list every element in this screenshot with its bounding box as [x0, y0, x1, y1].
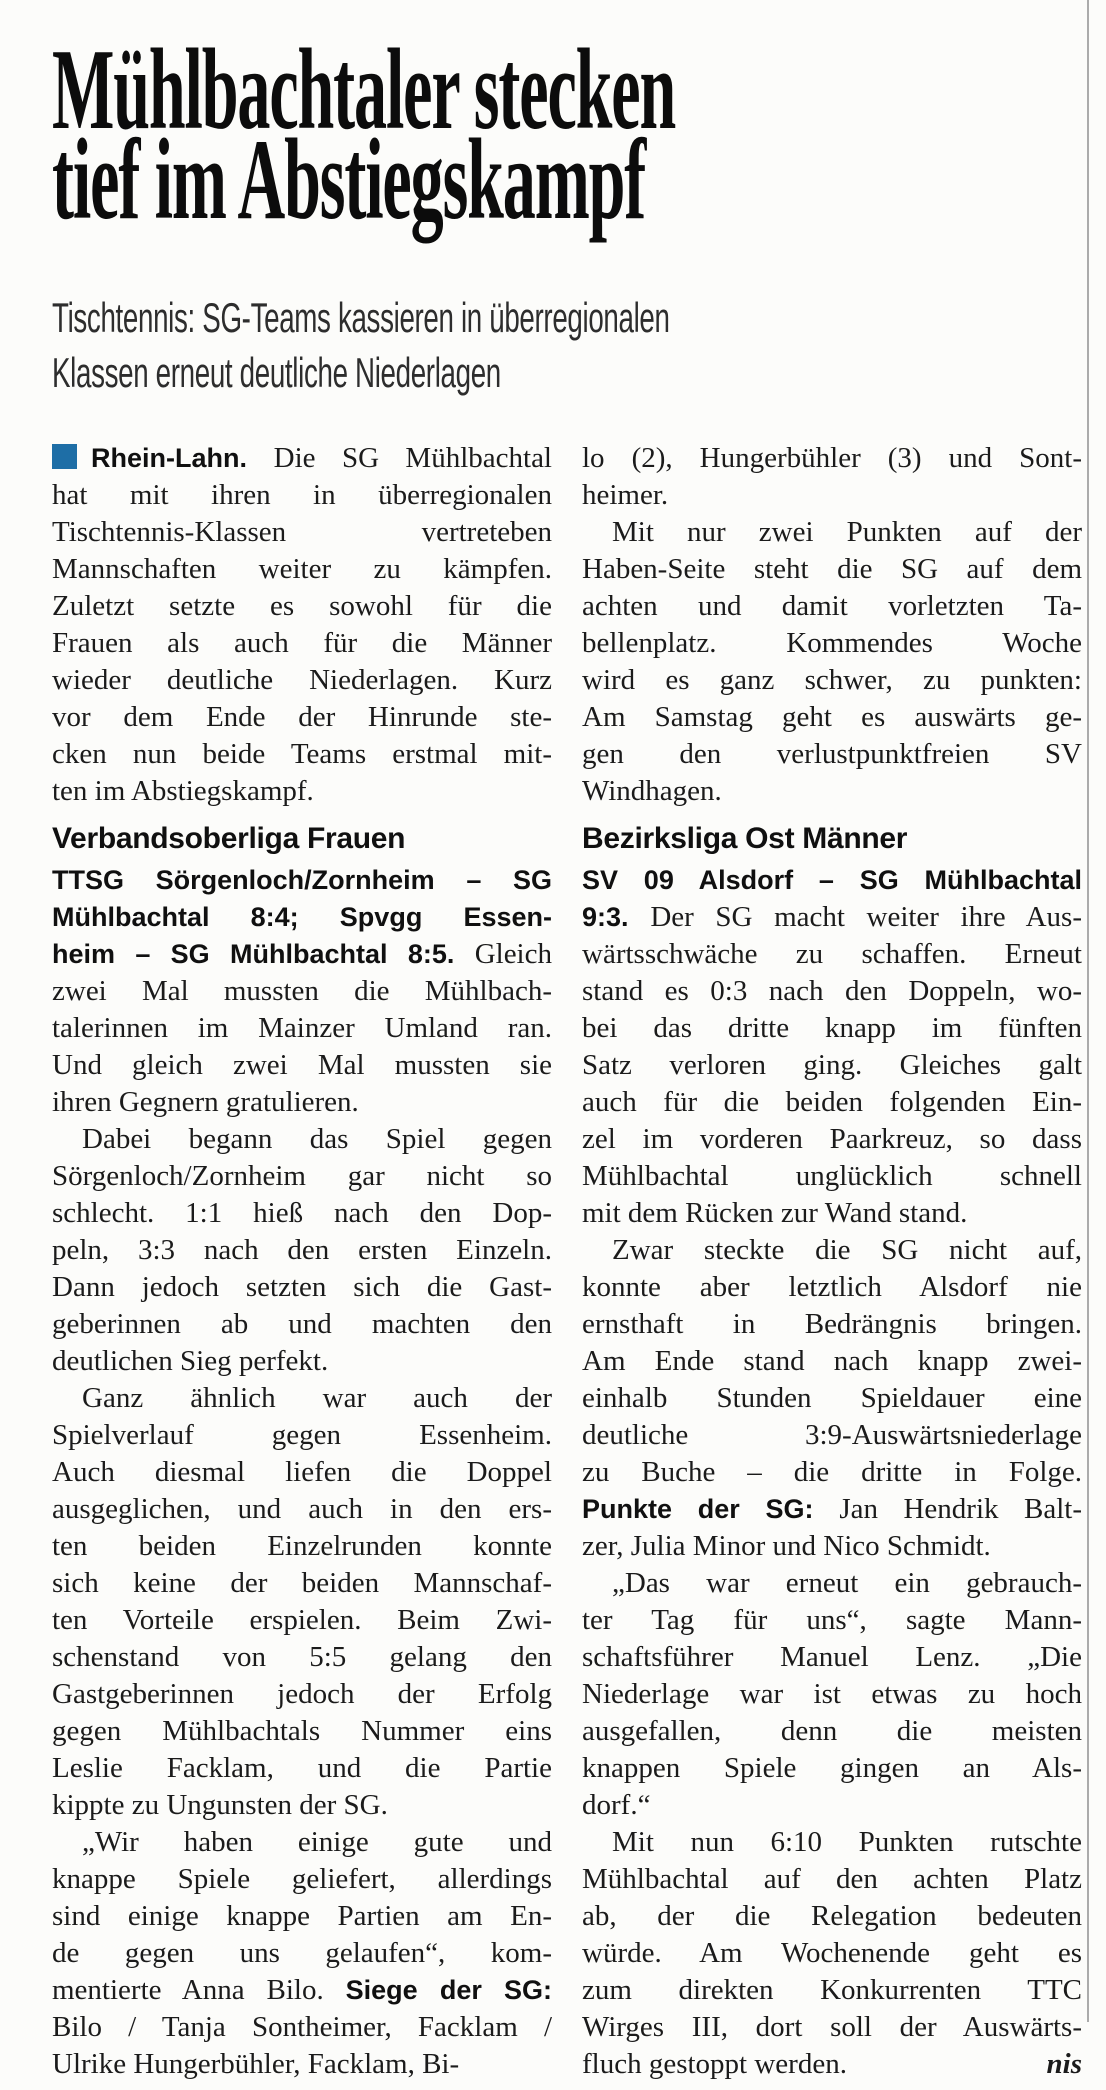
text-line — [582, 1232, 1082, 1269]
body-text-run: Bilo / Tanja Sontheimer, Facklam / — [52, 2011, 552, 2043]
body-text-run: stand es 0:3 nach den Doppeln, wo- — [582, 975, 1082, 1007]
column-right — [582, 440, 1082, 2083]
text-line — [582, 1972, 1082, 2009]
text-line — [52, 1158, 552, 1195]
text-line — [52, 1121, 552, 1158]
body-text-run: ausgefallen, denn die meisten — [582, 1715, 1082, 1747]
text-line — [582, 1861, 1082, 1898]
body-text-run: ernsthaft in Bedrängnis bringen. — [582, 1308, 1082, 1340]
text-line — [582, 1417, 1082, 1454]
section-heading: Verbandsoberliga Frauen — [52, 822, 406, 855]
text-line — [582, 736, 1082, 773]
body-text-run: wird es ganz schwer, zu punkten: — [582, 664, 1082, 696]
text-line — [52, 1269, 552, 1306]
text-line — [582, 1565, 1082, 1602]
text-line — [582, 2046, 1082, 2083]
body-text-run: sind einige knappe Partien am En- — [52, 1900, 552, 1932]
paragraph — [52, 1380, 552, 1824]
text-line — [52, 1232, 552, 1269]
article-body — [52, 440, 1082, 2083]
text-line — [582, 625, 1082, 662]
text-line — [582, 440, 1082, 477]
paragraph — [582, 1232, 1082, 1565]
paragraph — [582, 514, 1082, 810]
body-text-run: hat mit ihren in überregionalen — [52, 479, 552, 511]
text-line — [52, 1602, 552, 1639]
text-line — [52, 1972, 552, 2009]
bold-lead-text: 9:3. — [582, 902, 651, 932]
text-line — [582, 699, 1082, 736]
body-text-run: ten beiden Einzelrunden konnte — [52, 1530, 552, 1562]
text-line — [52, 936, 552, 973]
body-text-run: fluch gestoppt werden. — [582, 2048, 847, 2080]
text-line — [52, 514, 552, 551]
body-text-run: auch für die beiden folgenden Ein- — [582, 1086, 1082, 1118]
body-text-run: bellenplatz. Kommendes Woche — [582, 627, 1082, 659]
body-text-run: würde. Am Wochenende geht es — [582, 1937, 1082, 1969]
paragraph — [582, 440, 1082, 514]
body-text-run: zer, Julia Minor und Nico Schmidt. — [582, 1530, 991, 1562]
body-text-run: Mit nur zwei Punkten auf der — [612, 516, 1082, 548]
body-text-run: Satz verloren ging. Gleiches galt — [582, 1049, 1082, 1081]
body-text-run: Windhagen. — [582, 775, 722, 807]
paragraph — [52, 1121, 552, 1380]
body-text-run: knappen Spiele gingen an Als- — [582, 1752, 1082, 1784]
text-line — [52, 1750, 552, 1787]
body-text-run: Dabei begann das Spiel gegen — [82, 1123, 552, 1155]
text-line — [582, 551, 1082, 588]
text-line — [52, 862, 552, 899]
bold-lead-text: Siege der SG: — [345, 1975, 553, 2005]
text-line — [52, 2009, 552, 2046]
text-line — [52, 736, 552, 773]
text-line — [52, 1787, 552, 1824]
body-text-run: konnte aber letztlich Alsdorf nie — [582, 1271, 1082, 1303]
bold-lead-text: Punkte der SG: — [582, 1494, 840, 1524]
paragraph — [582, 1824, 1082, 2083]
text-line — [582, 1750, 1082, 1787]
text-line — [52, 1676, 552, 1713]
paragraph — [52, 1824, 552, 2083]
text-line — [582, 936, 1082, 973]
text-line — [52, 1935, 552, 1972]
body-text-run: bei das dritte knapp im fünften — [582, 1012, 1082, 1044]
text-line — [582, 1713, 1082, 1750]
text-line — [52, 551, 552, 588]
text-line — [582, 1047, 1082, 1084]
body-text-run: Niederlage war ist etwas zu hoch — [582, 1678, 1082, 1710]
text-line — [52, 1565, 552, 1602]
body-text-run: Mühlbachtal auf den achten Platz — [582, 1863, 1082, 1895]
text-line — [52, 1195, 552, 1232]
bold-lead-text: heim – SG Mühlbachtal 8:5. — [52, 939, 475, 969]
text-line — [52, 440, 552, 477]
text-line — [582, 899, 1082, 936]
body-text-run: kippte zu Ungunsten der SG. — [52, 1789, 388, 1821]
body-text-run: ten Vorteile erspielen. Beim Zwi- — [52, 1604, 552, 1636]
text-line — [582, 1639, 1082, 1676]
body-text-run: Auch diesmal liefen die Doppel — [52, 1456, 552, 1488]
body-text-run: gegen Mühlbachtals Nummer eins — [52, 1715, 552, 1747]
text-line — [52, 1861, 552, 1898]
text-line — [582, 1787, 1082, 1824]
text-line — [52, 773, 552, 810]
text-line — [52, 1639, 552, 1676]
body-text-run: Tischtennis-Klassen vertreteben — [52, 516, 552, 548]
text-line — [582, 1491, 1082, 1528]
section-heading: Bezirksliga Ost Männer — [582, 822, 908, 855]
text-line — [582, 477, 1082, 514]
body-text-run: Die SG Mühlbachtal — [273, 442, 552, 474]
body-text-run: „Wir haben einige gute und — [82, 1826, 552, 1858]
body-text-run: Am Ende stand nach knapp zwei- — [582, 1345, 1082, 1377]
body-text-run: ausgeglichen, und auch in den ers- — [52, 1493, 552, 1525]
headline-line-2: tief im Abstiegskampf — [52, 116, 646, 244]
body-text-run: gen den verlustpunktfreien SV — [582, 738, 1082, 770]
text-line — [52, 1343, 552, 1380]
text-line — [582, 1158, 1082, 1195]
paragraph — [52, 862, 552, 1121]
text-line — [52, 477, 552, 514]
paragraph — [582, 862, 1082, 1232]
body-text-run: Gastgeberinnen jedoch der Erfolg — [52, 1678, 552, 1710]
text-line — [52, 588, 552, 625]
subhead-line-1: Tischtennis: SG-Teams kassieren in überregionalen — [52, 294, 670, 341]
body-text-run: zum direkten Konkurrenten TTC — [582, 1974, 1082, 2006]
body-text-run: dorf.“ — [582, 1789, 651, 1821]
body-text-run: Dann jedoch setzten sich die Gast- — [52, 1271, 552, 1303]
column-left — [52, 440, 552, 2083]
text-line — [52, 1713, 552, 1750]
bold-lead-text: Rhein-Lahn. — [91, 443, 274, 473]
body-text-run: achten und damit vorletzten Ta- — [582, 590, 1082, 622]
body-text-run: Ganz ähnlich war auch der — [82, 1382, 552, 1414]
body-text-run: Und gleich zwei Mal mussten sie — [52, 1049, 552, 1081]
body-text-run: talerinnen im Mainzer Umland ran. — [52, 1012, 552, 1044]
body-text-run: vor dem Ende der Hinrunde ste- — [52, 701, 552, 733]
text-line — [52, 899, 552, 936]
body-text-run: schenstand von 5:5 gelang den — [52, 1641, 552, 1673]
body-text-run: zu Buche – die dritte in Folge. — [582, 1456, 1082, 1488]
text-line — [52, 1380, 552, 1417]
bold-lead-text: TTSG Sörgenloch/Zornheim – SG — [52, 865, 552, 895]
body-text-run: Zuletzt setzte es sowohl für die — [52, 590, 552, 622]
body-text-run: „Das war erneut ein gebrauch- — [612, 1567, 1082, 1599]
text-line — [52, 1454, 552, 1491]
body-text-run: Spielverlauf gegen Essenheim. — [52, 1419, 552, 1451]
body-text-run: zel im vorderen Paarkreuz, so dass — [582, 1123, 1082, 1155]
body-text-run: mit dem Rücken zur Wand stand. — [582, 1197, 968, 1229]
body-text-run: wieder deutliche Niederlagen. Kurz — [52, 664, 552, 696]
text-line — [582, 1898, 1082, 1935]
text-line — [582, 773, 1082, 810]
text-line — [52, 2046, 552, 2083]
text-line — [582, 2009, 1082, 2046]
text-line — [582, 1269, 1082, 1306]
text-line — [582, 1195, 1082, 1232]
body-text-run: zwei Mal mussten die Mühlbach- — [52, 975, 552, 1007]
text-line — [52, 625, 552, 662]
body-text-run: geberinnen ab und machten den — [52, 1308, 552, 1340]
body-text-run: Wirges III, dort soll der Auswärts- — [582, 2011, 1082, 2043]
body-text-run: Jan Hendrik Balt- — [839, 1493, 1082, 1525]
topic-marker-icon — [52, 444, 77, 469]
body-text-run: Mit nun 6:10 Punkten rutschte — [612, 1826, 1082, 1858]
paragraph — [52, 440, 552, 810]
body-text-run: schaftsführer Manuel Lenz. „Die — [582, 1641, 1082, 1673]
text-line — [52, 1417, 552, 1454]
headline-line-1: Mühlbachtaler stecken — [52, 26, 676, 154]
text-line — [582, 1454, 1082, 1491]
text-line — [582, 1010, 1082, 1047]
body-text-run: sich keine der beiden Mannschaf- — [52, 1567, 552, 1599]
text-line — [52, 1084, 552, 1121]
body-text-run: Leslie Facklam, und die Partie — [52, 1752, 552, 1784]
text-line — [582, 1380, 1082, 1417]
body-text-run: Mannschaften weiter zu kämpfen. — [52, 553, 552, 585]
body-text-run: lo (2), Hungerbühler (3) und Sont- — [582, 442, 1082, 474]
body-text-run: einhalb Stunden Spieldauer eine — [582, 1382, 1082, 1414]
bold-lead-text: SV 09 Alsdorf – SG Mühlbachtal — [582, 865, 1082, 895]
text-line — [582, 1824, 1082, 1861]
body-text-run: peln, 3:3 nach den ersten Einzeln. — [52, 1234, 552, 1266]
body-text-run: de gegen uns gelaufen“, kom- — [52, 1937, 552, 1969]
paragraph — [582, 1565, 1082, 1824]
article-headline — [52, 26, 1106, 244]
text-line — [582, 588, 1082, 625]
body-text-run: mentierte Anna Bilo. — [52, 1974, 346, 2006]
body-text-run: ab, der die Relegation bedeuten — [582, 1900, 1082, 1932]
body-text-run: Ulrike Hungerbühler, Facklam, Bi- — [52, 2048, 460, 2080]
text-line — [52, 1010, 552, 1047]
body-text-run: ten im Abstiegskampf. — [52, 775, 314, 807]
body-text-run: ihren Gegnern gratulieren. — [52, 1086, 359, 1118]
text-line — [52, 1528, 552, 1565]
text-line — [582, 862, 1082, 899]
text-line — [582, 1528, 1082, 1565]
body-text-run: wärtsschwäche zu schaffen. Erneut — [582, 938, 1082, 970]
text-line — [582, 1306, 1082, 1343]
text-line — [582, 1343, 1082, 1380]
body-text-run: Gleich — [474, 938, 552, 970]
body-text-run: Zwar steckte die SG nicht auf, — [612, 1234, 1082, 1266]
subhead-line-2: Klassen erneut deutliche Niederlagen — [52, 349, 501, 396]
article-subhead — [52, 290, 988, 400]
body-text-run: deutlichen Sieg perfekt. — [52, 1345, 329, 1377]
bold-lead-text: Mühlbachtal 8:4; Spvgg Essen- — [52, 902, 552, 932]
text-line — [52, 1306, 552, 1343]
text-line — [52, 1047, 552, 1084]
text-line — [52, 699, 552, 736]
text-line — [582, 514, 1082, 551]
body-text-run: Mühlbachtal unglücklich schnell — [582, 1160, 1082, 1192]
text-line — [582, 1084, 1082, 1121]
text-line — [52, 1824, 552, 1861]
column-divider — [1087, 0, 1089, 2022]
body-text-run: heimer. — [582, 479, 669, 511]
body-text-run: deutliche 3:9-Auswärtsniederlage — [582, 1419, 1082, 1451]
text-line — [52, 662, 552, 699]
text-line — [582, 1676, 1082, 1713]
text-line — [582, 1935, 1082, 1972]
text-line — [52, 973, 552, 1010]
text-line — [52, 1898, 552, 1935]
body-text-run: schlecht. 1:1 hieß nach den Dop- — [52, 1197, 552, 1229]
body-text-run: ter Tag für uns“, sagte Mann- — [582, 1604, 1082, 1636]
body-text-run: Sörgenloch/Zornheim gar nicht so — [52, 1160, 552, 1192]
author-initials: nis — [1046, 2048, 1082, 2080]
body-text-run: cken nun beide Teams erstmal mit- — [52, 738, 552, 770]
text-line — [582, 973, 1082, 1010]
body-text-run: Frauen als auch für die Männer — [52, 627, 552, 659]
body-text-run: Am Samstag geht es auswärts ge- — [582, 701, 1082, 733]
body-text-run: Der SG macht weiter ihre Aus- — [650, 901, 1082, 933]
body-text-run: Haben-Seite steht die SG auf dem — [582, 553, 1082, 585]
body-text-run: knappe Spiele geliefert, allerdings — [52, 1863, 552, 1895]
text-line — [52, 1491, 552, 1528]
text-line — [582, 1121, 1082, 1158]
text-line — [582, 662, 1082, 699]
text-line — [582, 1602, 1082, 1639]
